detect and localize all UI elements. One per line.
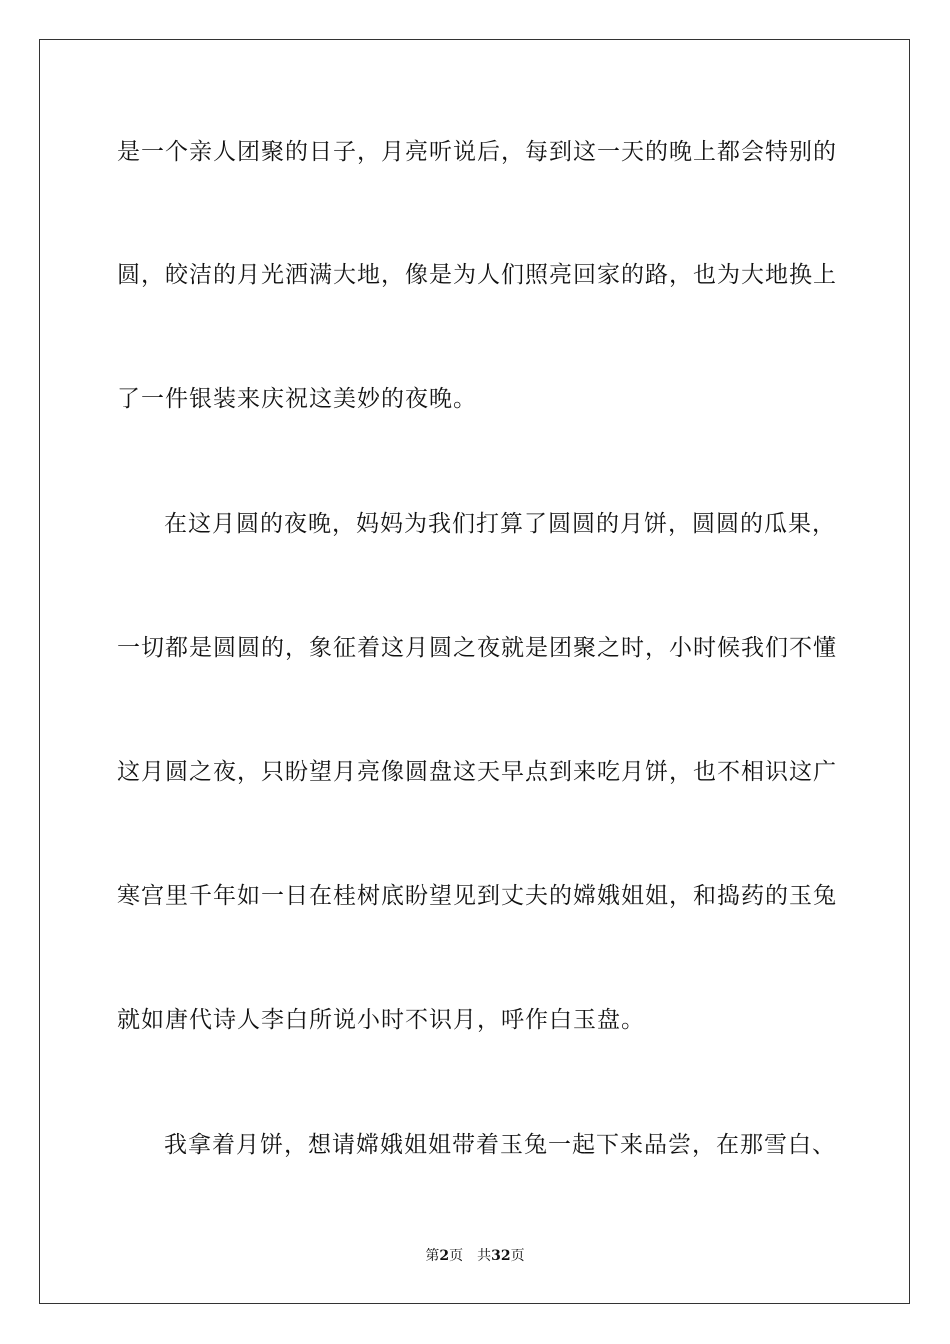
text-line-2: 圆，皎洁的月光洒满大地，像是为人们照亮回家的路，也为大地换上 — [117, 262, 837, 288]
page-border — [39, 39, 910, 1304]
text-line-1: 是一个亲人团聚的日子，月亮听说后，每到这一天的晚上都会特别的 — [117, 139, 837, 165]
total-pages: 32 — [491, 1248, 511, 1264]
page-suffix: 页 — [449, 1248, 464, 1264]
text-line-7: 寒宫里千年如一日在桂树底盼望见到丈夫的嫦娥姐姐，和捣药的玉兔 — [117, 883, 837, 909]
page-number: 2 — [439, 1248, 450, 1264]
text-line-5: 一切都是圆圆的，象征着这月圆之夜就是团聚之时，小时候我们不懂 — [117, 635, 837, 661]
text-line-6: 这月圆之夜，只盼望月亮像圆盘这天早点到来吃月饼，也不相识这广 — [117, 759, 837, 785]
total-prefix: 共 — [477, 1248, 492, 1264]
page-prefix: 第 — [425, 1248, 440, 1264]
text-line-9: 我拿着月饼，想请嫦娥姐姐带着玉兔一起下来品尝，在那雪白、 — [164, 1132, 836, 1158]
text-line-8: 就如唐代诗人李白所说小时不识月，呼作白玉盘。 — [117, 1007, 645, 1033]
text-line-4: 在这月圆的夜晚，妈妈为我们打算了圆圆的月饼，圆圆的瓜果， — [164, 511, 836, 537]
total-suffix: 页 — [510, 1248, 525, 1264]
text-line-3: 了一件银装来庆祝这美妙的夜晚。 — [117, 386, 477, 412]
page-footer — [0, 1247, 950, 1265]
